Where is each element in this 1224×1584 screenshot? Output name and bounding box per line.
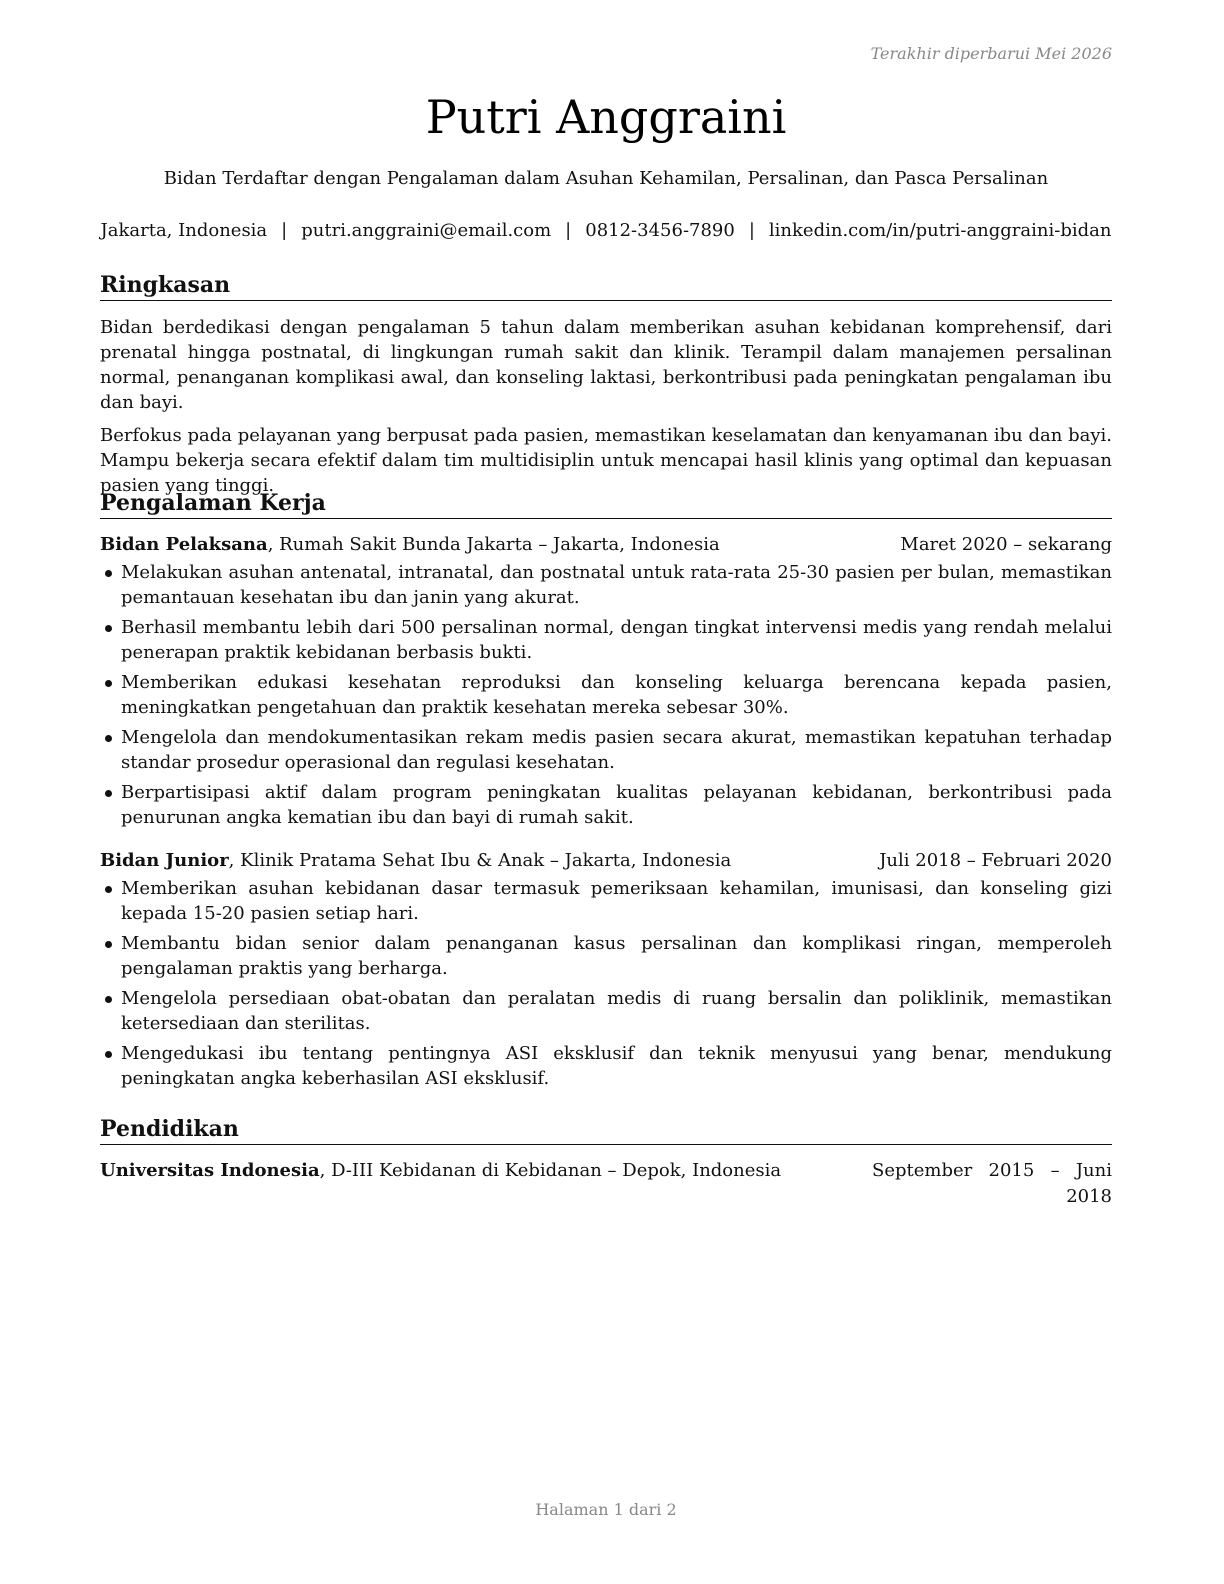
job-bullets <box>100 876 1112 1091</box>
job-role: Bidan Junior <box>100 850 229 871</box>
list-item: Berpartisipasi aktif dalam program peningkatan kualitas pelayanan kebidanan, berkontribusi pada penurunan angka kematian ibu dan bayi di rumah sakit. <box>100 780 1112 830</box>
resume-page <box>100 0 1112 1584</box>
list-item: Mengedukasi ibu tentang pentingnya ASI eksklusif dan teknik menyusui yang benar, mendukung peningkatan angka keberhasilan ASI eksklusif. <box>100 1041 1112 1091</box>
education-detail: , D-III Kebidanan di Kebidanan – Depok, Indonesia <box>319 1160 782 1181</box>
section-title-experience: Pengalaman Kerja <box>100 488 1112 519</box>
contact-separator: | <box>281 220 288 241</box>
contact-email-link[interactable]: putri.anggraini@email.com <box>301 220 552 241</box>
contact-separator: | <box>748 220 755 241</box>
education-entry <box>100 1158 1112 1210</box>
job-title-line <box>100 532 720 558</box>
list-item: Berhasil membantu lebih dari 500 persalinan normal, dengan tingkat intervensi medis yang rendah melalui penerapan praktik kebidanan berbasis bukti. <box>100 615 1112 665</box>
contact-separator: | <box>565 220 572 241</box>
list-item: Melakukan asuhan antenatal, intranatal, dan postnatal untuk rata-rata 25-30 pasien per bulan, memastikan pemantauan kesehatan ibu dan janin yang akurat. <box>100 560 1112 610</box>
job-bullets <box>100 560 1112 830</box>
section-title-summary: Ringkasan <box>100 270 1112 301</box>
page-number: Halaman 1 dari 2 <box>535 1500 677 1519</box>
contact-phone: 0812-3456-7890 <box>585 220 735 241</box>
education-school: Universitas Indonesia <box>100 1160 320 1181</box>
contact-linkedin-link[interactable]: linkedin.com/in/putri-anggraini-bidan <box>768 220 1112 241</box>
section-title-education: Pendidikan <box>100 1114 1112 1145</box>
list-item: Mengelola persediaan obat-obatan dan peralatan medis di ruang bersalin dan poliklinik, memastikan ketersediaan dan sterilitas. <box>100 986 1112 1036</box>
job-role: Bidan Pelaksana <box>100 534 268 555</box>
job-date: Juli 2018 – Februari 2020 <box>879 850 1112 871</box>
summary-section <box>100 270 1112 498</box>
job-date: Maret 2020 – sekarang <box>900 534 1112 555</box>
education-date: September 2015 – Juni 2018 <box>872 1160 1112 1207</box>
experience-section <box>100 488 1112 1096</box>
job-employer: , Klinik Pratama Sehat Ibu & Anak – Jakarta, Indonesia <box>228 850 732 871</box>
job-entry <box>100 532 1112 830</box>
job-header <box>100 532 1112 558</box>
contact-location: Jakarta, Indonesia <box>100 220 268 241</box>
list-item: Membantu bidan senior dalam penanganan kasus persalinan dan komplikasi ringan, memperoleh pengalaman praktis yang berharga. <box>100 931 1112 981</box>
list-item: Memberikan edukasi kesehatan reproduksi dan konseling keluarga berencana kepada pasien, meningkatkan pengetahuan dan praktik kesehatan mereka sebesar 30%. <box>100 670 1112 720</box>
education-section <box>100 1114 1112 1210</box>
summary-paragraph: Bidan berdedikasi dengan pengalaman 5 tahun dalam memberikan asuhan kebidanan komprehensif, dari prenatal hingga postnatal, di lingkungan rumah sakit dan klinik. Terampil dalam manajemen persalinan normal, penanganan komplikasi awal, dan konseling laktasi, berkontribusi pada peningkatan pengalaman ibu dan bayi. <box>100 317 1112 413</box>
job-employer: , Rumah Sakit Bunda Jakarta – Jakarta, Indonesia <box>267 534 720 555</box>
list-item: Memberikan asuhan kebidanan dasar termasuk pemeriksaan kehamilan, imunisasi, dan konseling gizi kepada 15-20 pasien setiap hari. <box>100 876 1112 926</box>
job-header <box>100 848 1112 874</box>
contact-line <box>100 218 1112 244</box>
job-entry <box>100 848 1112 1091</box>
job-title-line <box>100 848 731 874</box>
education-title-line <box>100 1158 781 1210</box>
candidate-name: Putri Anggraini <box>425 90 787 144</box>
list-item: Mengelola dan mendokumentasikan rekam medis pasien secara akurat, memastikan kepatuhan terhadap standar prosedur operasional dan regulasi kesehatan. <box>100 725 1112 775</box>
last-updated-note: Terakhir diperbarui Mei 2026 <box>870 44 1112 63</box>
summary-paragraph: Berfokus pada pelayanan yang berpusat pada pasien, memastikan keselamatan dan kenyamanan ibu dan bayi. Mampu bekerja secara efektif dalam tim multidisiplin untuk mencapai hasil klinis yang optimal dan kepuasan pasien yang tinggi. <box>100 425 1112 496</box>
professional-tagline: Bidan Terdaftar dengan Pengalaman dalam Asuhan Kehamilan, Persalinan, dan Pasca Persalinan <box>163 168 1049 189</box>
